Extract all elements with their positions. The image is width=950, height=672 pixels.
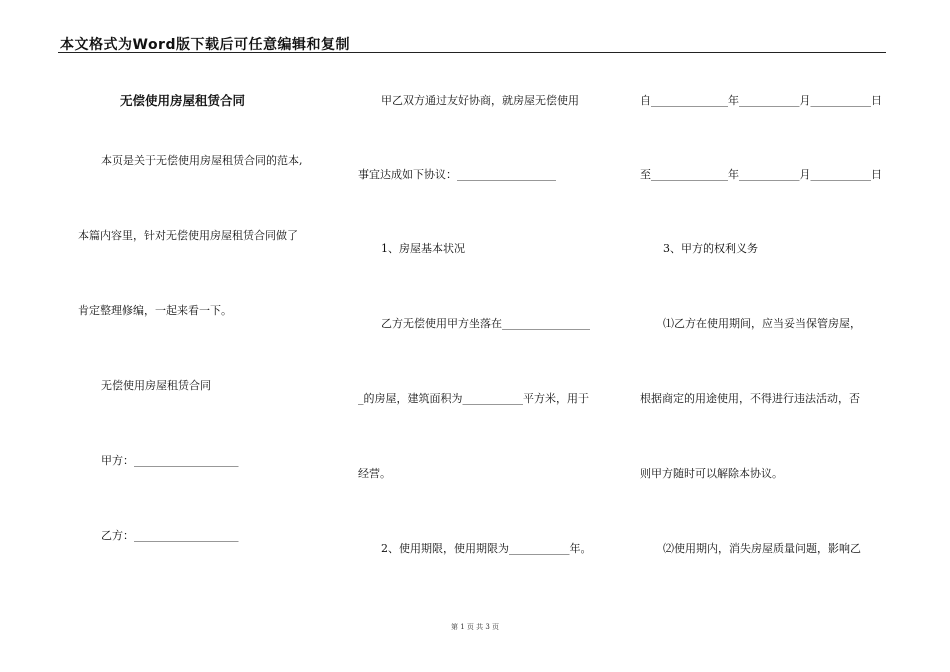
party-b-line: 乙方：___________________ bbox=[101, 529, 239, 542]
section-3-heading: 3、甲方的权利义务 bbox=[663, 242, 758, 255]
col3-from-date: 自______________年___________月___________日 bbox=[640, 94, 882, 107]
col3-to-date: 至______________年___________月___________日 bbox=[640, 168, 882, 181]
contract-title: 无偿使用房屋租赁合同 bbox=[120, 93, 246, 108]
col2-line-6: 经营。 bbox=[358, 467, 391, 480]
col3-line-6: 则甲方随时可以解除本协议。 bbox=[640, 467, 783, 480]
party-a-line: 甲方：___________________ bbox=[101, 454, 239, 467]
col3-line-7: ⑵使用期内，消失房屋质量问题，影响乙 bbox=[663, 542, 861, 555]
col1-line-3: 肯定整理修编，一起来看一下。 bbox=[78, 304, 232, 317]
page-number: 第 1 页 共 3 页 bbox=[450, 623, 500, 631]
document-header-title: 本文格式为Word版下载后可任意编辑和复制 bbox=[60, 37, 350, 53]
col2-line-5: _的房屋，建筑面积为___________平方米，用于 bbox=[358, 392, 589, 405]
col2-line-1: 甲乙双方通过友好协商，就房屋无偿使用 bbox=[381, 94, 579, 107]
col3-line-5: 根据商定的用途使用，不得进行违法活动，否 bbox=[640, 392, 860, 405]
col2-line-4: 乙方无偿使用甲方坐落在________________ bbox=[381, 317, 590, 330]
section-1-heading: 1、房屋基本状况 bbox=[381, 242, 465, 255]
col1-line-1: 本页是关于无偿使用房屋租赁合同的范本, bbox=[101, 154, 303, 167]
col1-subtitle: 无偿使用房屋租赁合同 bbox=[101, 379, 211, 392]
header-divider bbox=[58, 52, 886, 53]
col3-line-4: ⑴乙方在使用期间，应当妥当保管房屋， bbox=[663, 317, 861, 330]
col2-line-2: 事宜达成如下协议：__________________ bbox=[358, 168, 556, 181]
col1-line-2: 本篇内容里，针对无偿使用房屋租赁合同做了 bbox=[78, 229, 298, 242]
section-2-line: 2、使用期限，使用期限为___________年。 bbox=[381, 542, 592, 555]
